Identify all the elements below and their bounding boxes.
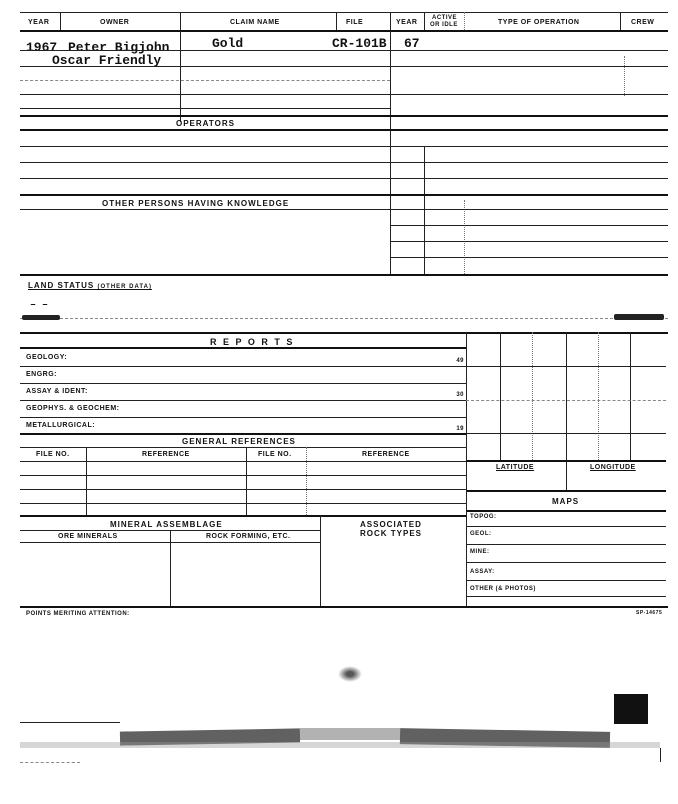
ref-file-no-2: FILE NO. bbox=[258, 451, 292, 458]
longitude-label: LONGITUDE bbox=[590, 464, 636, 471]
maps-row-label: OTHER (& PHOTOS) bbox=[470, 586, 536, 592]
operators-heading: OPERATORS bbox=[176, 119, 235, 128]
associated-rock-types-1: ASSOCIATED bbox=[360, 520, 422, 529]
points-meriting-attention: POINTS MERITING ATTENTION: bbox=[26, 611, 130, 617]
reports-heading: R E P O R T S bbox=[210, 337, 295, 347]
ref-reference-1: REFERENCE bbox=[142, 451, 190, 458]
latitude-label: LATITUDE bbox=[496, 464, 535, 471]
entry-owner-2: Oscar Friendly bbox=[52, 53, 162, 68]
entry-file: CR-101B bbox=[332, 36, 387, 51]
land-status-mark: – – bbox=[30, 300, 49, 311]
report-code: 49 bbox=[456, 358, 464, 364]
header-year: YEAR bbox=[28, 19, 50, 26]
entry-owner-1: Peter Bigjohn bbox=[68, 40, 170, 55]
header-owner: OWNER bbox=[100, 19, 130, 26]
mineral-assemblage-heading: MINERAL ASSEMBLAGE bbox=[110, 520, 223, 529]
general-references-heading: GENERAL REFERENCES bbox=[182, 437, 296, 446]
report-label: METALLURGICAL: bbox=[26, 422, 96, 429]
header-active-1: ACTIVE bbox=[432, 15, 458, 21]
ref-file-no-1: FILE NO. bbox=[36, 451, 70, 458]
report-row bbox=[26, 388, 466, 404]
entry-year: 1967 bbox=[26, 40, 58, 55]
header-active-2: OR IDLE bbox=[430, 22, 458, 28]
associated-rock-types-2: ROCK TYPES bbox=[360, 529, 423, 538]
maps-heading: MAPS bbox=[552, 497, 580, 506]
header-type-of-operation: TYPE OF OPERATION bbox=[498, 19, 580, 26]
rock-forming-heading: ROCK FORMING, ETC. bbox=[206, 533, 291, 540]
report-code: 30 bbox=[456, 392, 464, 398]
report-row bbox=[26, 405, 466, 421]
maps-row-label: TOPOG: bbox=[470, 514, 497, 520]
form-number: SP-14675 bbox=[636, 610, 663, 616]
report-label: ENGRG: bbox=[26, 371, 57, 378]
report-label: GEOPHYS. & GEOCHEM: bbox=[26, 405, 120, 412]
land-status-heading: LAND STATUS (OTHER DATA) bbox=[28, 281, 152, 290]
report-row bbox=[26, 371, 466, 387]
header-file: FILE bbox=[346, 19, 364, 26]
header-claim-name: CLAIM NAME bbox=[230, 19, 280, 26]
report-code: 19 bbox=[456, 426, 464, 432]
header-crew: CREW bbox=[631, 19, 655, 26]
report-row bbox=[26, 354, 466, 370]
land-status-note: (OTHER DATA) bbox=[97, 284, 152, 290]
ref-reference-2: REFERENCE bbox=[362, 451, 410, 458]
ore-minerals-heading: ORE MINERALS bbox=[58, 533, 118, 540]
maps-row-label: GEOL: bbox=[470, 531, 492, 537]
entry-claim-name: Gold bbox=[212, 36, 244, 51]
header-year-2: YEAR bbox=[396, 19, 418, 26]
maps-row-label: MINE: bbox=[470, 549, 490, 555]
report-label: GEOLOGY: bbox=[26, 354, 68, 361]
other-persons-heading: OTHER PERSONS HAVING KNOWLEDGE bbox=[102, 199, 290, 208]
maps-row-label: ASSAY: bbox=[470, 569, 495, 575]
report-label: ASSAY & IDENT: bbox=[26, 388, 88, 395]
report-row bbox=[26, 422, 466, 438]
entry-op-year: 67 bbox=[404, 36, 420, 51]
